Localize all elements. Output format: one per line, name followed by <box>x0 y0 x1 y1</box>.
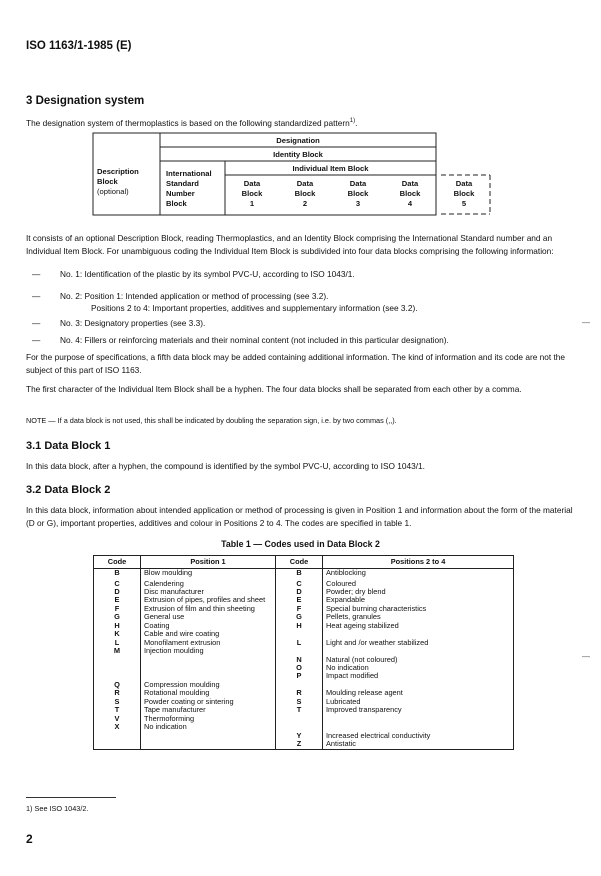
code-cell: F <box>276 605 323 613</box>
column-header: Position 1 <box>141 556 276 569</box>
code-cell: Z <box>276 740 323 749</box>
code-cell: L <box>276 639 323 647</box>
code-cell: B <box>94 569 141 580</box>
code-cell: X <box>94 723 141 731</box>
column-header: Code <box>276 556 323 569</box>
code-cell: E <box>94 596 141 604</box>
identity-block-label: Identity Block <box>273 150 323 159</box>
section-3-title: 3 Designation system <box>26 95 145 107</box>
description-cell: Heat ageing stabilized <box>323 622 514 630</box>
code-cell: Y <box>276 732 323 740</box>
footnote-ref[interactable]: 1) <box>349 118 356 125</box>
code-cell: T <box>94 706 141 714</box>
description-cell: Compression moulding <box>141 681 276 689</box>
designation-label: Designation <box>276 136 320 145</box>
description-cell: Calendering <box>141 580 276 588</box>
code-cell: G <box>94 613 141 621</box>
description-cell: Extrusion of pipes, profiles and sheet <box>141 596 276 604</box>
code-cell: V <box>94 715 141 723</box>
description-cell: No indication <box>141 723 276 731</box>
code-cell: H <box>94 622 141 630</box>
document-header: ISO 1163/1-1985 (E) <box>26 40 132 52</box>
description-block-cell: Description Block (optional) <box>97 167 139 196</box>
description-cell: Pellets, granules <box>323 613 514 621</box>
description-cell: Extrusion of film and thin sheeting <box>141 605 276 613</box>
code-cell: D <box>276 588 323 596</box>
description-cell: Coloured <box>323 580 514 588</box>
margin-mark: — <box>582 652 590 661</box>
description-cell: Thermoforming <box>141 715 276 723</box>
code-cell: H <box>276 622 323 630</box>
code-cell: O <box>276 664 323 672</box>
footnote: 1) See ISO 1043/2. <box>26 804 89 813</box>
description-cell: Tape manufacturer <box>141 706 276 714</box>
description-cell: Powder coating or sintering <box>141 698 276 706</box>
note: NOTE — If a data block is not used, this shall be indicated by doubling the separation sign, i.e. by two commas (,,). <box>26 416 397 425</box>
code-cell: S <box>94 698 141 706</box>
section-3-intro: The designation system of thermoplastics is based on the following standardized pattern$^{1)}$. <box>26 118 358 128</box>
description-cell: Injection moulding <box>141 647 276 655</box>
code-cell: N <box>276 656 323 664</box>
data-block-3: Data Block 3 <box>347 179 369 208</box>
description-cell: Natural (not coloured) <box>323 656 514 664</box>
code-cell: P <box>276 672 323 680</box>
description-cell: Improved transparency <box>323 706 514 714</box>
description-cell: Lubricated <box>323 698 514 706</box>
code-cell: C <box>94 580 141 588</box>
description-cell: Rotational moulding <box>141 689 276 697</box>
description-cell: Antistatic <box>323 740 514 749</box>
description-cell: No indication <box>323 664 514 672</box>
description-cell: Disc manufacturer <box>141 588 276 596</box>
description-cell: Monofilament extrusion <box>141 639 276 647</box>
description-cell: Light and /or weather stabilized <box>323 639 514 647</box>
description-cell: Increased electrical conductivity <box>323 732 514 740</box>
description-cell: Antiblocking <box>323 569 514 580</box>
code-cell: L <box>94 639 141 647</box>
code-cell: K <box>94 630 141 638</box>
data-block-5: Data Block 5 <box>453 179 475 208</box>
code-cell: M <box>94 647 141 655</box>
code-cell: D <box>94 588 141 596</box>
description-cell: Special burning characteristics <box>323 605 514 613</box>
international-standard-number-block-cell: International Standard Number Block <box>166 169 212 208</box>
description-cell: Blow moulding <box>141 569 276 580</box>
code-cell: T <box>276 706 323 714</box>
description-cell: Powder; dry blend <box>323 588 514 596</box>
section-3-1-title: 3.1 Data Block 1 <box>26 440 111 452</box>
description-cell: Cable and wire coating <box>141 630 276 638</box>
description-cell: Expandable <box>323 596 514 604</box>
code-cell: B <box>276 569 323 580</box>
paragraph-fifth-block: For the purpose of specifications, a fifth data block may be added containing additional information. The kind of information and its code are not the subject of this part of ISO 1163. <box>26 352 566 375</box>
code-cell: R <box>276 689 323 697</box>
description-cell: Coating <box>141 622 276 630</box>
paragraph-first-character: The first character of the Individual Item Block shall be a hyphen. The four data blocks shall be separated from each other by a comma. <box>26 384 522 394</box>
description-cell: General use <box>141 613 276 621</box>
description-cell: Moulding release agent <box>323 689 514 697</box>
data-block-2: Data Block 2 <box>294 179 316 208</box>
description-cell: Impact modified <box>323 672 514 680</box>
section-3-1-text: In this data block, after a hyphen, the compound is identified by the symbol PVC-U, according to ISO 1043/1. <box>26 461 425 471</box>
column-header: Positions 2 to 4 <box>323 556 514 569</box>
footnote-rule <box>26 797 116 798</box>
code-cell: Q <box>94 681 141 689</box>
code-cell: S <box>276 698 323 706</box>
code-cell: R <box>94 689 141 697</box>
table-1-title: Table 1 — Codes used in Data Block 2 <box>221 539 380 549</box>
code-cell: G <box>276 613 323 621</box>
section-3-2-title: 3.2 Data Block 2 <box>26 484 111 496</box>
page-number: 2 <box>26 832 33 846</box>
code-cell: E <box>276 596 323 604</box>
code-cell: F <box>94 605 141 613</box>
data-block-1: Data Block 1 <box>241 179 263 208</box>
code-cell: C <box>276 580 323 588</box>
paragraph-consists: It consists of an optional Description Block, reading Thermoplastics, and an Identity Block comprising the International Standard number and an Individual Item Block. For unambiguous coding the Individual Item Block is subdivided into four data blocks comprising the following information: <box>26 233 554 256</box>
section-3-2-text: In this data block, information about intended application or method of processing is given in Position 1 and information about the form of the material (D or G), important properties, additives and colour in Positions 2 to 4. The codes are specified in table 1. <box>26 505 573 528</box>
data-block-4: Data Block 4 <box>399 179 421 208</box>
individual-item-block-label: Individual Item Block <box>292 164 369 173</box>
margin-mark: — <box>582 318 590 327</box>
column-header: Code <box>94 556 141 569</box>
